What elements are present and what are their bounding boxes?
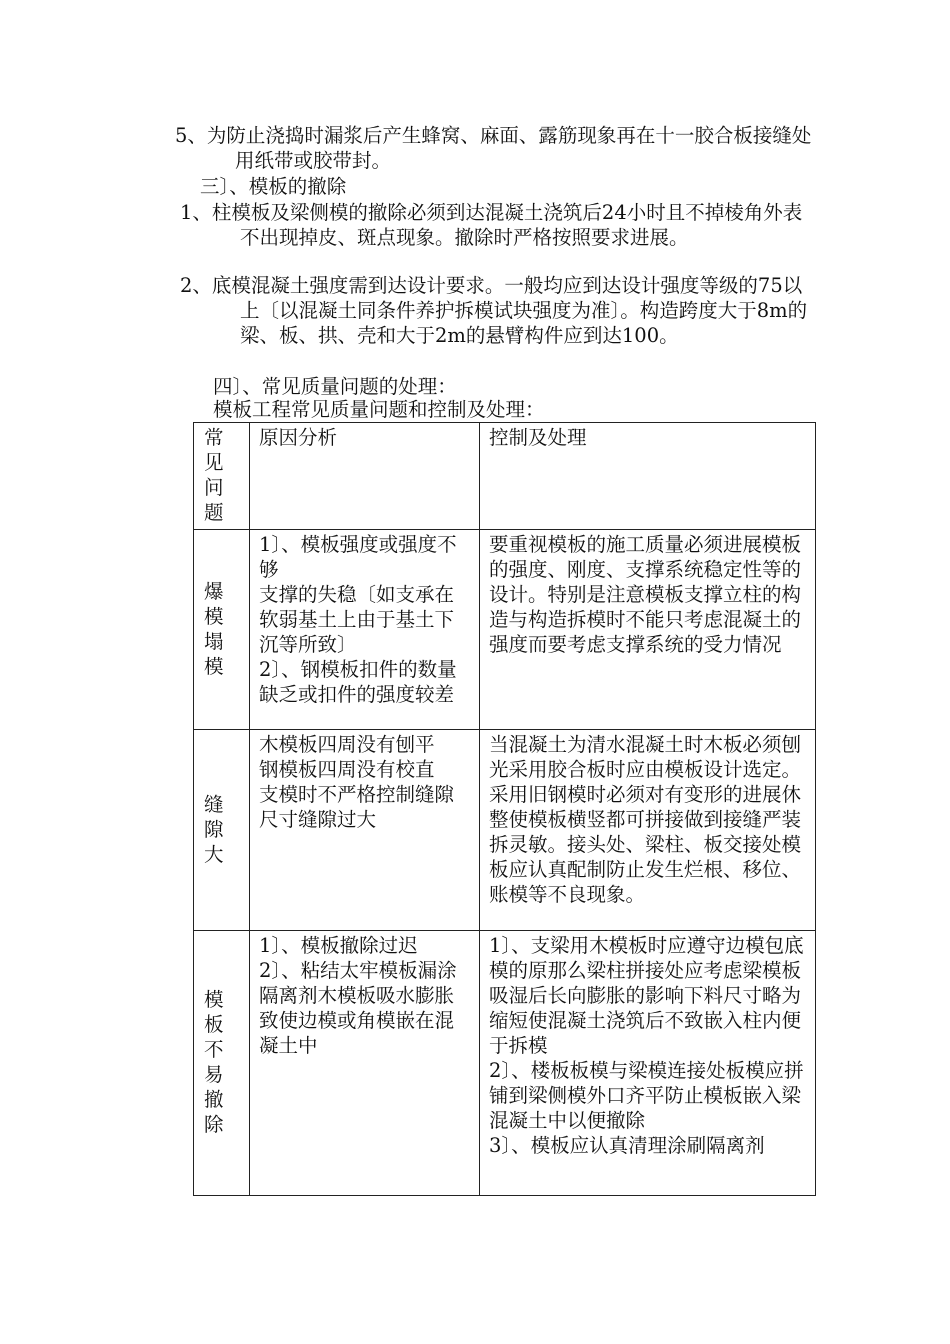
table-row <box>194 931 816 1196</box>
item-number: 2、 <box>180 274 212 297</box>
paragraph-item-5 <box>175 123 815 173</box>
cell-control: 要重视模板的施工质量必须进展模板的强度、刚度、支撑系统稳定性等的设计。特别是注意模板支撑立柱的构造与构造拆模时不能只考虑混凝土的强度而要考虑支撑系统的受力情况 <box>480 530 816 730</box>
table-row <box>194 530 816 730</box>
header-problem: 常见问题 <box>194 423 250 530</box>
cell-cause: 1〕、模板强度或强度不够 支撑的失稳〔如支承在软弱基土上由于基土下沉等所致〕 2〕、钢模板扣件的数量缺乏或扣件的强度较差 <box>250 530 480 730</box>
cell-problem: 缝隙大 <box>194 730 250 931</box>
item-text: 为防止浇捣时漏浆后产生蜂窝、麻面、露筋现象再在十一胶合板接缝处用纸带或胶带封。 <box>206 124 812 172</box>
item-text: 柱模板及梁侧模的撤除必须到达混凝土浇筑后24小时且不掉棱角外表不出现掉皮、斑点现象。撤除时严格按照要求进展。 <box>211 201 803 249</box>
item-number: 1、 <box>180 201 212 224</box>
cell-problem: 爆模塌模 <box>194 530 250 730</box>
table-row <box>194 730 816 931</box>
cell-cause: 1〕、模板撤除过迟 2〕、粘结太牢模板漏涂隔离剂木模板吸水膨胀致使边模或角模嵌在混凝土中 <box>250 931 480 1196</box>
cell-cause: 木模板四周没有刨平 钢模板四周没有校直 支模时不严格控制缝隙尺寸缝隙过大 <box>250 730 480 931</box>
item-number: 5、 <box>175 124 207 147</box>
table-header-row <box>194 423 816 530</box>
paragraph-item-2 <box>180 273 815 348</box>
cell-control: 1〕、支梁用木模板时应遵守边模包底模的原那么梁柱拼接处应考虑梁模板吸湿后长向膨胀的影响下料尺寸略为缩短使混凝土浇筑后不致嵌入柱内便于拆模 2〕、楼板板模与梁模连接处板模应拼铺到梁侧模外口齐平防止模板嵌入梁混凝土中以便撤除 3〕、模板应认真清理涂刷隔离剂 <box>480 931 816 1196</box>
section-heading-3: 三〕、模板的撤除 <box>200 175 347 198</box>
paragraph-item-1 <box>180 200 815 250</box>
section-heading-4: 四〕、常见质量问题的处理： <box>213 375 457 398</box>
quality-issues-table <box>193 422 816 1196</box>
table-caption: 模板工程常见质量问题和控制及处理： <box>213 398 545 421</box>
cell-control: 当混凝土为清水混凝土时木板必须刨光采用胶合板时应由模板设计选定。采用旧钢模时必须对有变形的进展休整使模板横竖都可拼接做到接缝严装拆灵敏。接头处、梁柱、板交接处模板应认真配制防止发生烂根、移位、账模等不良现象。 <box>480 730 816 931</box>
item-text: 底模混凝土强度需到达设计要求。一般均应到达设计强度等级的75以上〔以混凝土同条件养护拆模试块强度为准〕。构造跨度大于8m的梁、板、拱、壳和大于2m的悬臂构件应到达100。 <box>211 274 808 347</box>
header-control: 控制及处理 <box>480 423 816 530</box>
header-cause: 原因分析 <box>250 423 480 530</box>
cell-problem: 模板不易撤除 <box>194 931 250 1196</box>
